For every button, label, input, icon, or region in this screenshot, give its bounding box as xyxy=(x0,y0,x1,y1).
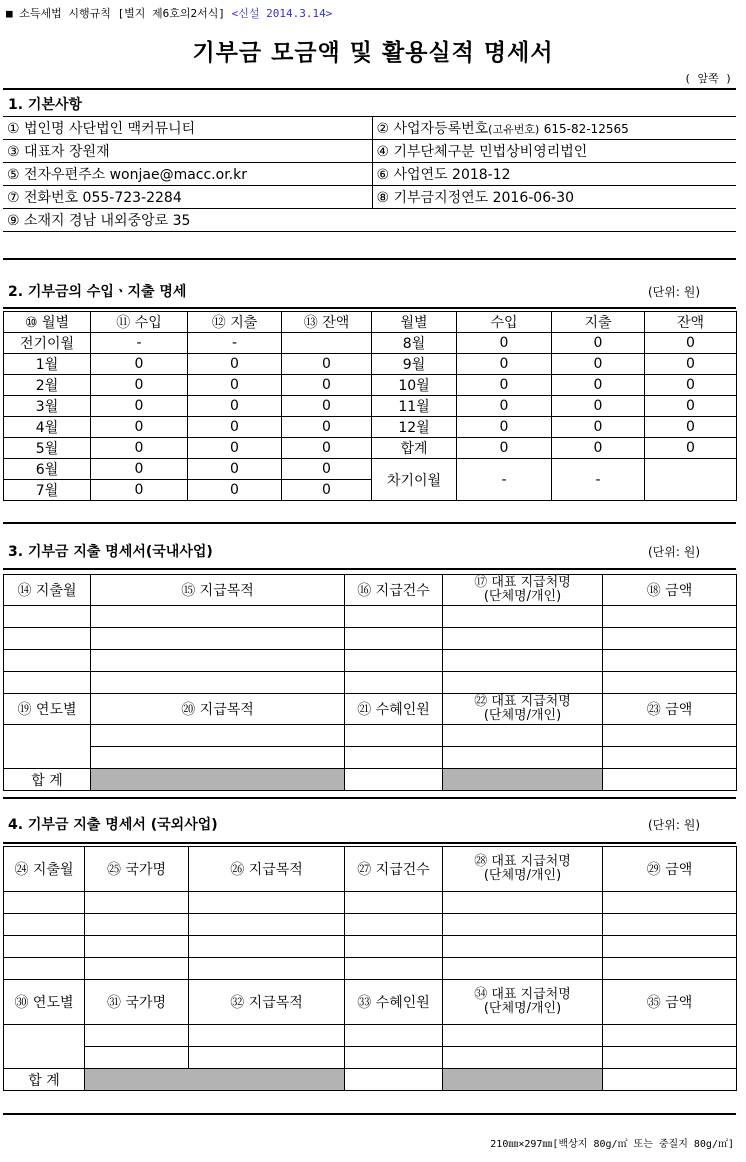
col-amount: ㉟ 금액 xyxy=(603,980,737,1025)
cell: 0 xyxy=(282,459,372,480)
cell: 0 xyxy=(457,375,552,396)
section-3-title: 3. 기부금 지출 명세서(국내사업) xyxy=(8,544,213,560)
cell: 합계 xyxy=(372,438,457,459)
table-row xyxy=(4,628,737,650)
income-expense-table xyxy=(3,311,737,501)
header-cell: 잔액 xyxy=(645,312,737,333)
table-row xyxy=(4,396,737,417)
table-row xyxy=(4,333,737,354)
cell: 0 xyxy=(188,396,282,417)
domestic-expense-table xyxy=(3,574,737,791)
col-count: ㉗ 지급건수 xyxy=(345,847,443,892)
cell: 0 xyxy=(188,459,282,480)
cell: 전기이월 xyxy=(4,333,91,354)
cell: 0 xyxy=(552,333,645,354)
income-expense-header-row xyxy=(4,312,737,333)
cell: 0 xyxy=(91,354,188,375)
header-cell: 수입 xyxy=(457,312,552,333)
cell: 0 xyxy=(457,438,552,459)
table-row xyxy=(4,354,737,375)
basic-info-table xyxy=(3,116,736,232)
col-beneficiaries: ㉑ 수혜인원 xyxy=(345,694,443,725)
divider xyxy=(3,842,736,844)
col-expense-month: ㉔ 지출월 xyxy=(4,847,85,892)
domestic-header-row-1 xyxy=(4,575,737,606)
table-row xyxy=(4,375,737,396)
col-beneficiaries: ㉝ 수혜인원 xyxy=(345,980,443,1025)
cell: 9월 xyxy=(372,354,457,375)
header-cell: ⑪ 수입 xyxy=(91,312,188,333)
table-row xyxy=(4,672,737,694)
col-country: ㉛ 국가명 xyxy=(85,980,189,1025)
cell: 0 xyxy=(188,375,282,396)
cell: 0 xyxy=(645,417,737,438)
cell: 0 xyxy=(91,417,188,438)
cell: 0 xyxy=(282,438,372,459)
section-4-title: 4. 기부금 지출 명세서 (국외사업) xyxy=(8,817,218,833)
col-recipient: ㉞ 대표 지급처명 (단체명/개인) xyxy=(443,980,603,1025)
designation-date: ⑧ 기부금지정연도 2016-06-30 xyxy=(372,186,736,209)
col-recipient: ㉒ 대표 지급처명 (단체명/개인) xyxy=(443,694,603,725)
table-row xyxy=(4,958,737,980)
cell: 0 xyxy=(91,480,188,501)
cell: 0 xyxy=(282,480,372,501)
cell: 0 xyxy=(91,396,188,417)
cell: 0 xyxy=(457,396,552,417)
table-row xyxy=(4,892,737,914)
cell: 0 xyxy=(457,354,552,375)
email: ⑤ 전자우편주소 wonjae@macc.or.kr xyxy=(3,163,372,186)
col-purpose: ㉖ 지급목적 xyxy=(189,847,345,892)
cell: 0 xyxy=(645,333,737,354)
cell: - xyxy=(552,459,645,501)
header-cell: ⑫ 지출 xyxy=(188,312,282,333)
col-recipient: ㉘ 대표 지급처명 (단체명/개인) xyxy=(443,847,603,892)
cell: 0 xyxy=(457,333,552,354)
cell: 0 xyxy=(91,375,188,396)
org-type: ④ 기부단체구분 민법상비영리법인 xyxy=(372,140,736,163)
divider xyxy=(3,258,736,260)
header-cell: 월별 xyxy=(372,312,457,333)
divider xyxy=(3,568,736,570)
total-label: 합 계 xyxy=(4,1069,85,1091)
cell: 0 xyxy=(645,396,737,417)
biz-no: ② 사업자등록번호(고유번호) 615-82-12565 xyxy=(372,117,736,140)
divider xyxy=(3,797,736,799)
cell: 3월 xyxy=(4,396,91,417)
col-purpose: ⑮ 지급목적 xyxy=(91,575,345,606)
cell: 0 xyxy=(282,396,372,417)
section-2-title: 2. 기부금의 수입ㆍ지출 명세 xyxy=(8,284,187,300)
table-row xyxy=(4,936,737,958)
cell: 2월 xyxy=(4,375,91,396)
cell: 0 xyxy=(552,375,645,396)
overseas-header-row-1 xyxy=(4,847,737,892)
front-side-label: ( 앞쪽 ) xyxy=(684,72,732,85)
cell: 11월 xyxy=(372,396,457,417)
cell: 5월 xyxy=(4,438,91,459)
ceo-name: ③ 대표자 장원재 xyxy=(3,140,372,163)
col-country: ㉕ 국가명 xyxy=(85,847,189,892)
cell: 0 xyxy=(457,417,552,438)
law-reference: ■ 소득세법 시행규칙 [별지 제6호의2서식] xyxy=(6,7,225,20)
cell: 0 xyxy=(552,417,645,438)
cell: 0 xyxy=(552,396,645,417)
cell: 0 xyxy=(188,354,282,375)
fiscal-year: ⑥ 사업연도 2018-12 xyxy=(372,163,736,186)
header-cell: ⑩ 월별 xyxy=(4,312,91,333)
cell xyxy=(282,333,372,354)
paper-spec: 210㎜×297㎜[백상지 80g/㎡ 또는 중질지 80g/㎡] xyxy=(490,1139,734,1150)
col-year: ⑲ 연도별 xyxy=(4,694,91,725)
table-row xyxy=(4,747,737,769)
col-amount: ⑱ 금액 xyxy=(603,575,737,606)
cell: 7월 xyxy=(4,480,91,501)
divider xyxy=(3,522,736,524)
cell: 10월 xyxy=(372,375,457,396)
cell: 0 xyxy=(91,459,188,480)
section-2-unit: (단위: 원) xyxy=(648,285,700,299)
header-cell: ⑬ 잔액 xyxy=(282,312,372,333)
cell: - xyxy=(457,459,552,501)
col-recipient: ⑰ 대표 지급처명 (단체명/개인) xyxy=(443,575,603,606)
divider xyxy=(3,307,736,309)
cell: 0 xyxy=(645,375,737,396)
phone: ⑦ 전화번호 055-723-2284 xyxy=(3,186,372,209)
address: ⑨ 소재지 경남 내외중앙로 35 xyxy=(3,209,736,232)
table-row xyxy=(4,417,737,438)
cell: - xyxy=(188,333,282,354)
col-purpose: ㉜ 지급목적 xyxy=(189,980,345,1025)
total-row xyxy=(4,769,737,791)
page-title: 기부금 모금액 및 활용실적 명세서 xyxy=(192,40,554,66)
domestic-header-row-2 xyxy=(4,694,737,725)
total-row xyxy=(4,1069,737,1091)
col-count: ⑯ 지급건수 xyxy=(345,575,443,606)
cell xyxy=(645,459,737,501)
header-cell: 지출 xyxy=(552,312,645,333)
cell: 0 xyxy=(282,354,372,375)
section-3-unit: (단위: 원) xyxy=(648,545,700,559)
new-mark: <신설 2014.3.14> xyxy=(231,7,333,20)
cell: 6월 xyxy=(4,459,91,480)
divider xyxy=(3,88,736,90)
col-expense-month: ⑭ 지출월 xyxy=(4,575,91,606)
cell: - xyxy=(91,333,188,354)
cell: 0 xyxy=(188,438,282,459)
cell: 12월 xyxy=(372,417,457,438)
table-row xyxy=(4,459,737,480)
form-reference xyxy=(6,5,332,21)
table-row xyxy=(4,606,737,628)
overseas-header-row-2 xyxy=(4,980,737,1025)
cell: 0 xyxy=(188,480,282,501)
col-purpose: ⑳ 지급목적 xyxy=(91,694,345,725)
col-year: ㉚ 연도별 xyxy=(4,980,85,1025)
cell: 차기이월 xyxy=(372,459,457,501)
total-label: 합 계 xyxy=(4,769,91,791)
section-1-title: 1. 기본사항 xyxy=(8,97,83,113)
cell: 0 xyxy=(645,438,737,459)
col-amount: ㉙ 금액 xyxy=(603,847,737,892)
table-row xyxy=(4,1025,737,1047)
cell: 0 xyxy=(552,438,645,459)
table-row xyxy=(4,650,737,672)
cell: 0 xyxy=(645,354,737,375)
table-row xyxy=(4,438,737,459)
col-amount: ㉓ 금액 xyxy=(603,694,737,725)
section-4-unit: (단위: 원) xyxy=(648,818,700,832)
table-row xyxy=(4,914,737,936)
table-row xyxy=(4,1047,737,1069)
table-row xyxy=(4,725,737,747)
cell: 0 xyxy=(282,375,372,396)
overseas-expense-table xyxy=(3,846,737,1091)
cell: 0 xyxy=(552,354,645,375)
cell: 8월 xyxy=(372,333,457,354)
cell: 0 xyxy=(91,438,188,459)
divider xyxy=(3,1113,736,1115)
cell: 0 xyxy=(188,417,282,438)
cell: 4월 xyxy=(4,417,91,438)
corp-name: ① 법인명 사단법인 맥커뮤니티 xyxy=(3,117,372,140)
cell: 0 xyxy=(282,417,372,438)
cell: 1월 xyxy=(4,354,91,375)
